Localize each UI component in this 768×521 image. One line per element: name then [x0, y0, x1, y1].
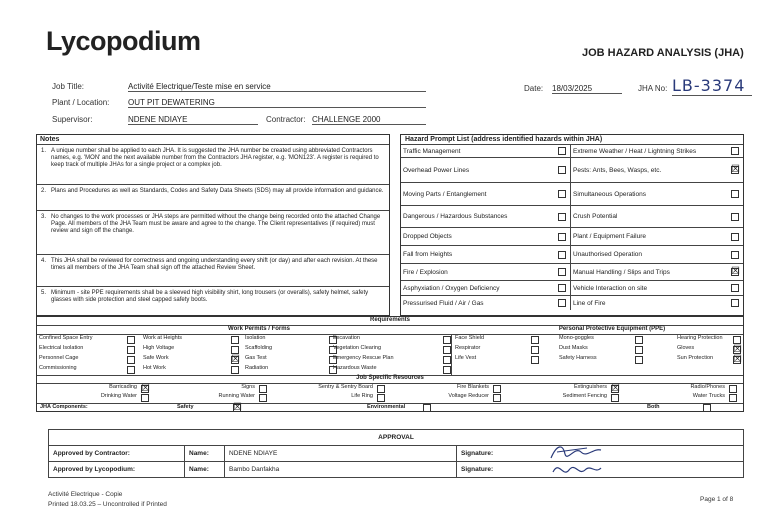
checkbox[interactable] — [231, 346, 239, 354]
note-item — [37, 184, 389, 210]
checkbox[interactable] — [141, 394, 149, 402]
checkbox[interactable] — [127, 356, 135, 364]
hazard-label: Vehicle Interaction on site — [573, 284, 648, 292]
hazard-item — [571, 296, 743, 310]
hazard-label: Extreme Weather / Heat / Lightning Strikes — [573, 147, 697, 155]
permit-label: Work at Heights — [143, 335, 183, 341]
hazard-label: Dropped Objects — [403, 233, 452, 240]
hazard-row — [401, 144, 743, 157]
hazard-label: Asphyxiation / Oxygen Deficiency — [403, 284, 500, 292]
approval-row-lycopodium — [49, 462, 744, 478]
handwritten-signature — [549, 458, 605, 482]
hazard-list-title: Hazard Prompt List (address identified hazards within JHA) — [405, 136, 603, 143]
note-number: 4. — [41, 258, 47, 264]
job-title-value: Activité Electrique/Teste mise en service — [128, 82, 426, 92]
date-label: Date: — [524, 84, 544, 93]
note-item — [37, 254, 389, 286]
checkbox[interactable] — [531, 346, 539, 354]
note-number: 5. — [41, 290, 47, 296]
requirements-section — [36, 316, 744, 412]
checkbox[interactable] — [377, 385, 385, 393]
note-text: Plans and Procedures as well as Standards, Codes and Safety Data Sheets (SDS) may all provide information and guidance. — [51, 188, 384, 194]
jha-no-value: LB-3374 — [672, 76, 752, 96]
checkbox[interactable] — [635, 346, 643, 354]
approval-table — [48, 429, 744, 478]
requirements-title: Requirements — [369, 317, 410, 323]
permit-label: Safe Work — [143, 355, 169, 361]
checkbox[interactable] — [731, 251, 739, 259]
note-item — [37, 286, 389, 316]
permit-label: Electrical Isolation — [39, 345, 84, 351]
hazard-row — [401, 182, 743, 205]
ppe-label: Respirator — [455, 345, 481, 351]
resource-label: Barricading — [109, 384, 137, 390]
hazard-item — [401, 158, 571, 182]
ppe-label: Mono-goggles — [559, 335, 594, 341]
hazard-item — [401, 206, 571, 227]
approver-name: Bambo Danfakha — [225, 462, 457, 478]
checkbox[interactable] — [729, 394, 737, 402]
plant-label: Plant / Location: — [52, 98, 110, 107]
hazard-item — [571, 246, 743, 263]
ppe-title: Personal Protective Equipment (PPE) — [558, 326, 666, 332]
checkbox[interactable] — [635, 356, 643, 364]
checkbox[interactable] — [377, 394, 385, 402]
checkbox[interactable] — [611, 394, 619, 402]
note-text: No changes to the work processes or JHA steps are permitted without the change being recorded onto the attached Change Page. All members of the JHA Team must be aware and agree to the change. The Client representatives (if required) must review and sign off the change. — [51, 214, 381, 235]
resource-label: Life Ring — [351, 393, 373, 399]
checkbox[interactable] — [531, 356, 539, 364]
hazard-item — [401, 296, 571, 310]
ppe-label: Face Shield — [455, 335, 485, 341]
hazard-item — [571, 281, 743, 295]
company-logo: Lycopodium — [46, 26, 201, 56]
checkbox[interactable] — [731, 147, 739, 155]
hazard-label: Simultaneous Operations — [573, 190, 646, 198]
ppe-label: Hearing Protection — [677, 335, 723, 341]
note-text: This JHA shall be reviewed for correctness and ongoing understanding every shift (or day) and after each revision. At these times all members of the JHA Team shall sign off the attached Review Sheet. — [51, 258, 378, 272]
checkbox[interactable] — [493, 385, 501, 393]
checkbox[interactable] — [558, 147, 566, 155]
checkbox-checked[interactable] — [731, 268, 739, 276]
hazard-item — [571, 228, 743, 245]
plant-value: OUT PIT DEWATERING — [128, 98, 426, 108]
hazard-row — [401, 157, 743, 182]
resource-label: Extinguishers — [573, 384, 607, 390]
permits-title: Work Permits / Forms — [228, 326, 290, 332]
resources-title: Job Specific Resources — [356, 375, 424, 381]
checkbox-checked[interactable] — [733, 346, 741, 354]
note-item — [37, 144, 389, 184]
checkbox[interactable] — [635, 336, 643, 344]
checkbox[interactable] — [731, 233, 739, 241]
jha-no-label: JHA No: — [638, 84, 668, 93]
ppe-label: Sun Protection — [677, 355, 714, 361]
checkbox-checked[interactable] — [731, 166, 739, 174]
component-label: Environmental — [367, 404, 406, 410]
permit-label: Commissioning — [39, 365, 77, 371]
hazard-label: Pressurised Fluid / Air / Gas — [403, 299, 484, 307]
date-value: 18/03/2025 — [552, 84, 622, 94]
hazard-item — [571, 158, 743, 182]
hazard-item — [401, 264, 571, 280]
hazard-label: Crush Potential — [573, 213, 618, 220]
permit-label: Emergency Rescue Plan — [333, 355, 394, 361]
hazard-item — [571, 264, 743, 280]
checkbox[interactable] — [731, 213, 739, 221]
permit-label: Confined Space Entry — [39, 335, 93, 341]
hazard-item — [571, 145, 743, 157]
contractor-label: Contractor: — [266, 115, 306, 124]
component-label: Both — [647, 404, 660, 410]
resource-label: Water Trucks — [692, 393, 725, 399]
checkbox[interactable] — [443, 356, 451, 364]
checkbox[interactable] — [558, 284, 566, 292]
notes-title: Notes — [40, 136, 60, 143]
hazard-row — [401, 263, 743, 280]
hazard-row — [401, 205, 743, 227]
checkbox[interactable] — [703, 404, 711, 412]
page-number: Page 1 of 8 — [700, 496, 734, 503]
permit-label: Vegetation Clearing — [333, 345, 382, 351]
hazard-item — [401, 228, 571, 245]
checkbox[interactable] — [558, 251, 566, 259]
checkbox[interactable] — [731, 190, 739, 198]
contractor-value: CHALLENGE 2000 — [312, 115, 426, 125]
checkbox[interactable] — [423, 404, 431, 412]
resource-label: Fire Blankets — [456, 384, 489, 390]
checkbox[interactable] — [127, 336, 135, 344]
hazard-label: Dangerous / Hazardous Substances — [403, 213, 508, 220]
hazard-label: Unauthorised Operation — [573, 251, 643, 258]
checkbox[interactable] — [558, 166, 566, 174]
supervisor-label: Supervisor: — [52, 115, 93, 124]
permit-label: Excavation — [333, 335, 360, 341]
hazard-item — [571, 206, 743, 227]
note-number: 2. — [41, 188, 47, 194]
checkbox-checked[interactable] — [231, 356, 239, 364]
note-number: 1. — [41, 148, 47, 154]
checkbox-checked[interactable] — [611, 385, 619, 393]
resource-label: Sediment Fencing — [562, 393, 607, 399]
footer-doc-name: Activité Electrique - Copie — [48, 491, 123, 498]
permit-label: Personnel Cage — [39, 355, 79, 361]
checkbox-checked[interactable] — [141, 385, 149, 393]
hazard-label: Manual Handling / Slips and Trips — [573, 268, 670, 276]
ppe-label: Gloves — [677, 345, 695, 351]
notes-section — [36, 134, 390, 316]
job-title-label: Job Title: — [52, 82, 85, 91]
supervisor-value: NDENE NDIAYE — [128, 115, 258, 125]
checkbox[interactable] — [443, 366, 451, 374]
checkbox[interactable] — [443, 336, 451, 344]
checkbox-checked[interactable] — [233, 404, 241, 412]
checkbox[interactable] — [259, 394, 267, 402]
hazard-item — [401, 183, 571, 205]
permit-label: Scaffolding — [245, 345, 273, 351]
checkbox[interactable] — [558, 268, 566, 276]
hazard-label: Fire / Explosion — [403, 268, 448, 276]
permit-label: Isolation — [245, 335, 266, 341]
hazard-row — [401, 280, 743, 295]
hazard-item — [571, 183, 743, 205]
approval-row-contractor — [49, 446, 744, 462]
hazard-label: Fall from Heights — [403, 251, 453, 258]
checkbox[interactable] — [443, 346, 451, 354]
ppe-label: Dust Masks — [559, 345, 588, 351]
resource-label: Voltage Reducer — [448, 393, 489, 399]
components-label: JHA Components: — [40, 404, 88, 410]
ppe-label: Life Vest — [455, 355, 477, 361]
checkbox[interactable] — [733, 336, 741, 344]
approval-by-label: Approved by Lycopodium: — [49, 462, 185, 478]
name-label: Name: — [185, 462, 225, 478]
checkbox[interactable] — [231, 366, 239, 374]
checkbox[interactable] — [558, 299, 566, 307]
hazard-label: Line of Fire — [573, 299, 606, 307]
hazard-row — [401, 295, 743, 310]
note-text: A unique number shall be applied to each JHA. It is suggested the JHA number be created using abbreviated Contractors names, e.g. 'MON' and the next available number from the Contractors JHA register, e.g. 'MON123'. A register is required to keep track of multiple JHAs for a single project or a complex job. — [51, 148, 379, 169]
resource-label: Radio/Phones — [690, 384, 725, 390]
checkbox[interactable] — [127, 366, 135, 374]
document-title: JOB HAZARD ANALYSIS (JHA) — [582, 47, 744, 59]
checkbox[interactable] — [729, 385, 737, 393]
checkbox[interactable] — [731, 299, 739, 307]
note-item — [37, 210, 389, 254]
hazard-label: Overhead Power Lines — [403, 166, 470, 174]
hazard-row — [401, 227, 743, 245]
permit-label: Gas Test — [245, 355, 267, 361]
footer-print-note: Printed 18.03.25 – Uncontrolled if Printed — [48, 501, 167, 508]
signature-label: Signature: — [461, 466, 494, 473]
resource-label: Signs — [241, 384, 255, 390]
checkbox[interactable] — [231, 336, 239, 344]
approval-by-label: Approved by Contractor: — [49, 446, 185, 462]
hazard-label: Traffic Management — [403, 147, 461, 155]
hazard-item — [401, 145, 571, 157]
ppe-label: Safety Harness — [559, 355, 597, 361]
checkbox[interactable] — [558, 233, 566, 241]
hazard-item — [401, 246, 571, 263]
permit-label: Hazardous Waste — [333, 365, 377, 371]
hazard-prompt-list — [400, 134, 744, 316]
checkbox-checked[interactable] — [733, 356, 741, 364]
signature-label: Signature: — [461, 450, 494, 457]
resource-label: Drinking Water — [100, 393, 137, 399]
permit-label: Hot Work — [143, 365, 166, 371]
permit-label: High Voltage — [143, 345, 175, 351]
permit-label: Radiation — [245, 365, 269, 371]
note-number: 3. — [41, 214, 47, 220]
resource-label: Running Water — [218, 393, 255, 399]
hazard-label: Pests: Ants, Bees, Wasps, etc. — [573, 166, 662, 174]
checkbox[interactable] — [493, 394, 501, 402]
hazard-row — [401, 245, 743, 263]
note-text: Minimum - site PPE requirements shall be a sleeved high visibility shirt, long trousers (or overalls), safety helmet, safety glasses with side protection and steel capped safety boots. — [51, 290, 369, 304]
hazard-label: Moving Parts / Entanglement — [403, 190, 487, 198]
checkbox[interactable] — [127, 346, 135, 354]
name-label: Name: — [185, 446, 225, 462]
checkbox[interactable] — [731, 284, 739, 292]
checkbox[interactable] — [531, 336, 539, 344]
hazard-item — [401, 281, 571, 295]
approver-name: NDENE NDIAYE — [225, 446, 457, 462]
checkbox[interactable] — [558, 190, 566, 198]
checkbox[interactable] — [259, 385, 267, 393]
hazard-label: Plant / Equipment Failure — [573, 233, 646, 240]
signature-cell — [457, 462, 744, 478]
resource-label: Sentry & Sentry Board — [318, 384, 373, 390]
approval-title: APPROVAL — [49, 430, 744, 446]
checkbox[interactable] — [558, 213, 566, 221]
component-label: Safety — [177, 404, 194, 410]
